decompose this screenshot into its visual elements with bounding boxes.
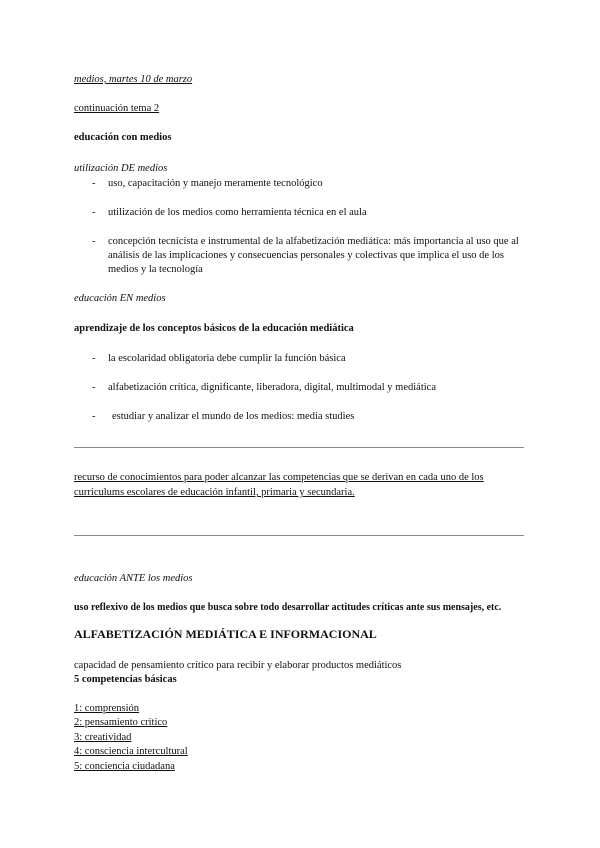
bullet-marker: - [92, 411, 96, 422]
en-bold-line: aprendizaje de los conceptos básicos de la educación mediática [74, 323, 354, 334]
boxed-text: recurso de conocimientos para poder alcanzar las competencias que se derivan en cada uno de los curriculums escolares de educación infantil, primaria y secundaria. [74, 472, 484, 498]
de-heading: utilización DE medios [74, 163, 168, 174]
en-item-1: la escolaridad obligatoria debe cumplir la función básica [108, 353, 346, 364]
de-item-1: uso, capacitación y manejo meramente tecnológico [108, 178, 323, 189]
competencia-1: 1: comprensión [74, 703, 140, 714]
horizontal-rule [74, 447, 524, 448]
bullet-marker: - [92, 236, 96, 247]
bullet-marker: - [92, 207, 96, 218]
competencia-5: 5: conciencia ciudadana [74, 761, 175, 772]
horizontal-rule [74, 535, 524, 536]
bullet-marker: - [92, 353, 96, 364]
bullet-marker: - [92, 382, 96, 393]
ami-title: ALFABETIZACIÓN MEDIÁTICA E INFORMACIONAL [74, 627, 377, 641]
bullet-marker: - [92, 178, 96, 189]
competencia-3: 3: creatividad [74, 732, 132, 743]
en-item-3: estudiar y analizar el mundo de los medios: media studies [112, 411, 355, 422]
ante-heading: educación ANTE los medios [74, 573, 193, 584]
competencias-label: 5 competencias básicas [74, 674, 177, 685]
ante-bold-line: uso reflexivo de los medios que busca sobre todo desarrollar actitudes críticas ante sus mensajes, etc. [74, 602, 502, 613]
section-title: educación con medios [74, 132, 172, 143]
de-item-2: utilización de los medios como herramienta técnica en el aula [108, 207, 367, 218]
competencia-4: 4: consciencia intercultural [74, 746, 188, 757]
date-line: medios, martes 10 de marzo [74, 74, 193, 85]
competencia-2: 2: pensamiento critico [74, 717, 168, 728]
en-heading: educación EN medios [74, 293, 166, 304]
ami-description: capacidad de pensamiento crítico para recibir y elaborar productos mediáticos [74, 660, 402, 671]
de-item-3: concepción tecnicista e instrumental de la alfabetización mediática: más importancia al uso que al análisis de las implicaciones y consecuencias personales y colectivas que implica el uso de los medios y la tecnología [108, 236, 519, 275]
subtitle: continuación tema 2 [74, 103, 160, 114]
en-item-2: alfabetización crítica, dignificante, liberadora, digital, multimodal y mediática [108, 382, 436, 393]
